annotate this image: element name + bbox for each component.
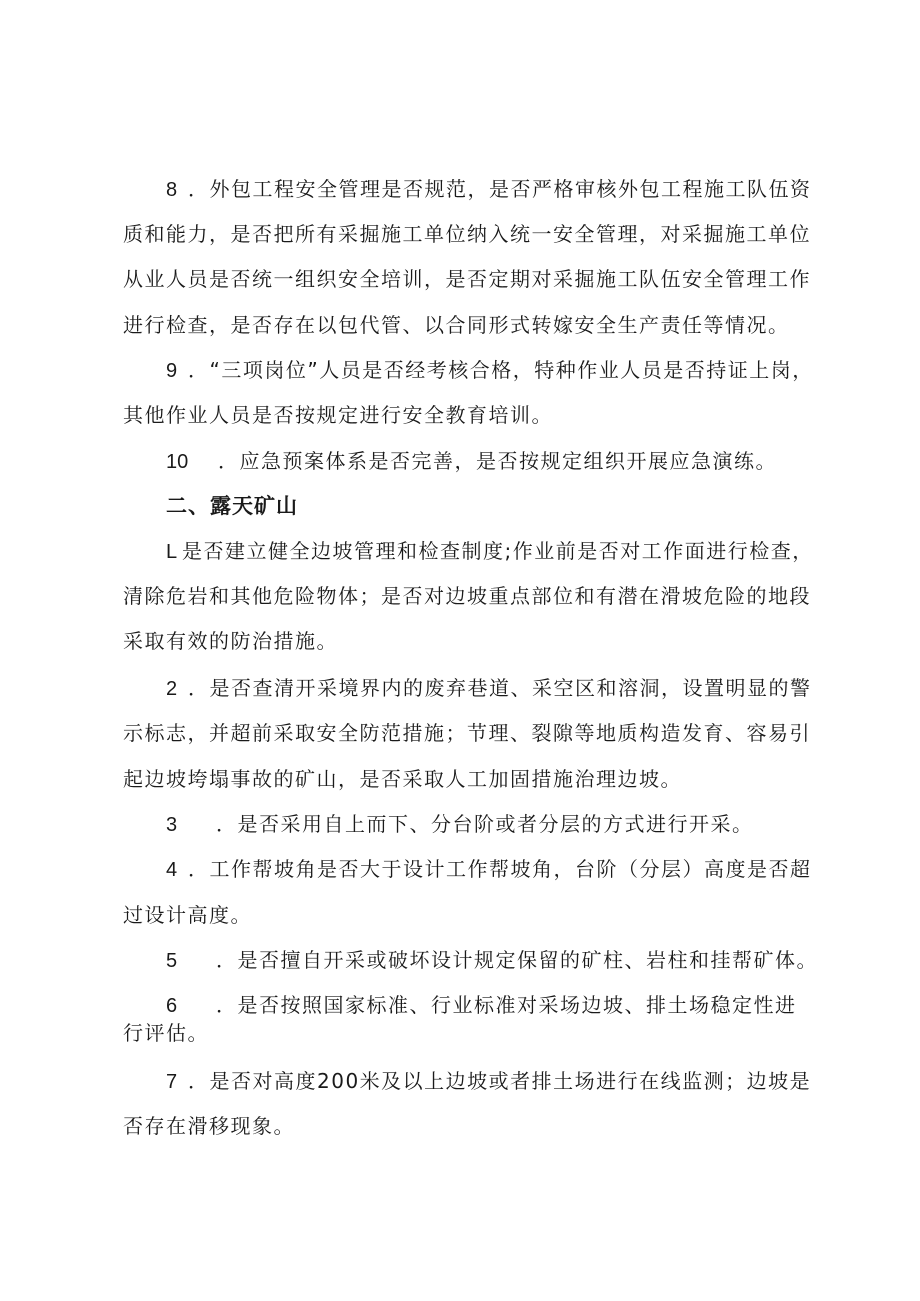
section-item-2-line-1: 2 ．是否查清开采境界内的废弃巷道、采空区和溶洞，设置明显的警 <box>166 676 812 700</box>
section-item-1-line-2: 清除危岩和其他危险物体；是否对边坡重点部位和有潜在滑坡危险的地段 <box>123 584 811 608</box>
section-item-4-line-2: 过设计高度。 <box>123 903 252 927</box>
section-item-5: 5 ．是否擅自开采或破坏设计规定保留的矿柱、岩柱和挂帮矿体。 <box>166 948 818 972</box>
section-item-1-number: L <box>166 541 178 563</box>
section-item-4-line-1: 4 ．工作帮坡角是否大于设计工作帮坡角，台阶（分层）高度是否超 <box>166 857 812 881</box>
item-9-number: 9 <box>166 360 178 382</box>
section-item-1-line-3: 采取有效的防治措施。 <box>123 629 338 653</box>
section-item-7-line-1: 7 ．是否对高度200米及以上边坡或者排土场进行在线监测；边坡是 <box>166 1069 812 1093</box>
section-item-7-line-2: 否存在滑移现象。 <box>123 1114 295 1138</box>
item-8-line-3: 从业人员是否统一组织安全培训，是否定期对采掘施工队伍安全管理工作 <box>123 267 811 291</box>
item-9-line-2: 其他作业人员是否按规定进行安全教育培训。 <box>123 403 553 427</box>
item-10: 10 ．应急预案体系是否完善，是否按规定组织开展应急演练。 <box>166 449 777 473</box>
section-item-3-number: 3 <box>166 814 178 836</box>
section-item-6-number: 6 <box>166 995 178 1017</box>
section-item-2-line-3: 起边坡垮塌事故的矿山，是否采取人工加固措施治理边坡。 <box>123 767 682 791</box>
section-heading: 二、露天矿山 <box>166 494 298 518</box>
section-item-2-line-2: 示标志，并超前采取安全防范措施；节理、裂隙等地质构造发育、容易引 <box>123 721 811 745</box>
section-item-6-line-1: 6 ．是否按照国家标准、行业标准对采场边坡、排土场稳定性进 <box>166 993 797 1017</box>
section-item-5-number: 5 <box>166 950 178 972</box>
item-8-line-2: 质和能力，是否把所有采掘施工单位纳入统一安全管理，对采掘施工单位 <box>123 222 811 246</box>
section-item-7-number: 7 <box>166 1071 178 1093</box>
section-item-2-number: 2 <box>166 678 178 700</box>
item-10-number: 10 <box>166 451 189 473</box>
section-item-3: 3 ．是否采用自上而下、分台阶或者分层的方式进行开采。 <box>166 812 754 836</box>
section-item-4-number: 4 <box>166 859 178 881</box>
section-item-1-line-1: L 是否建立健全边坡管理和检查制度;作业前是否对工作面进行检查， <box>166 539 814 563</box>
item-8-line-4: 进行检查，是否存在以包代管、以合同形式转嫁安全生产责任等情况。 <box>123 313 790 337</box>
item-8-line-1: 8 ．外包工程安全管理是否规范，是否严格审核外包工程施工队伍资 <box>166 177 812 201</box>
item-8-number: 8 <box>166 179 178 201</box>
item-9-line-1: 9 ．“三项岗位”人员是否经考核合格，特种作业人员是否持证上岗， <box>166 358 814 382</box>
section-item-6-line-2: 行评估。 <box>123 1021 209 1045</box>
